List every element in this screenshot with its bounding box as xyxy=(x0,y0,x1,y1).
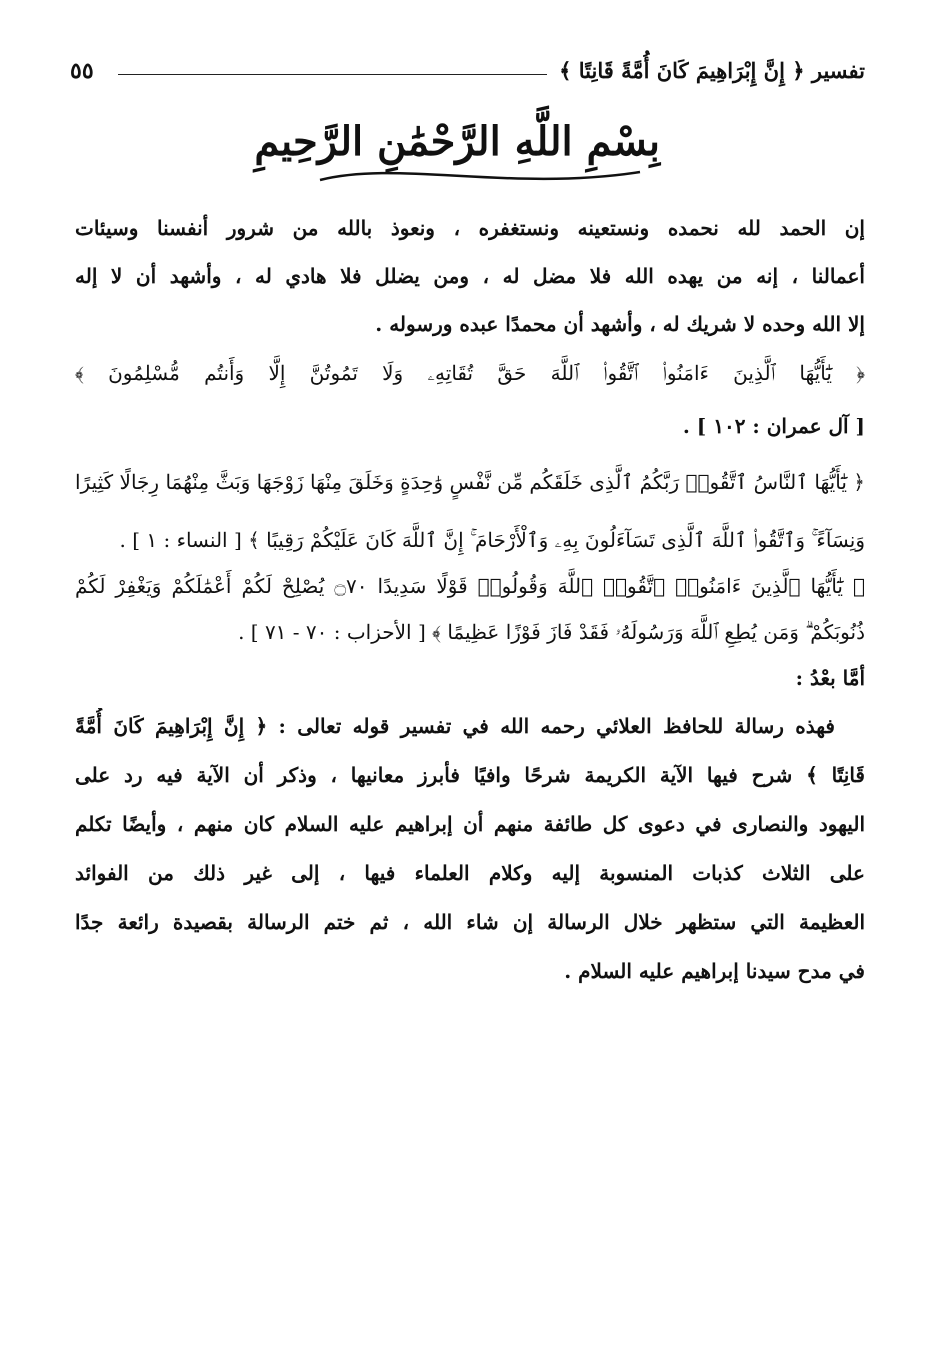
body-line-intro-2: قَانِتًا ﴾ شرح فيها الآية الكريمة شرحًا وافيًا فأبرز معانيها ، وذكر أن الآية فيه رد على xyxy=(75,763,865,787)
verse-al-imran-102: ﴿ يَٰٓأَيُّهَا ٱلَّذِينَ ءَامَنُوا۟ ٱتَّقُوا۟ ٱللَّهَ حَقَّ تُقَاتِهِۦ وَلَا تَمُوتُنَّ إِلَّا وَأَنتُم مُّسْلِمُونَ ﴾ xyxy=(75,361,865,385)
body-line-intro-4: على الثلاث كذبات المنسوبة إليه وكلام العلماء فيها ، إلى غير ذلك من الفوائد xyxy=(75,861,865,885)
body-line-intro-6: في مدح سيدنا إبراهيم عليه السلام . xyxy=(564,959,865,983)
body-line-1: إن الحمد لله نحمده ونستعينه ونستغفره ، ونعوذ بالله من شرور أنفسنا وسيئات xyxy=(75,216,865,240)
verse-ahzab-70-line-2: ذُنُوبَكُمْ ۗ وَمَن يُطِعِ ٱللَّهَ وَرَسُولَهُۥ فَقَدْ فَازَ فَوْزًا عَظِيمًا ﴾ [ الأحزاب : ٧٠ - ٧١ ] . xyxy=(238,620,865,644)
page-number: ٥٥ xyxy=(70,58,94,84)
body-line-2: أعمالنا ، إنه من يهده الله فلا مضل له ، ومن يضلل فلا هادي له ، وأشهد أن لا إله xyxy=(75,264,865,288)
verse-nisa-1-line-2: وَنِسَآءً ۚ وَٱتَّقُوا۟ ٱللَّهَ ٱلَّذِى تَسَآءَلُونَ بِهِۦ وَٱلْأَرْحَامَ ۚ إِنَّ ٱللَّهَ كَانَ عَلَيْكُمْ رَقِيبًا ﴾ [ النساء : ١ ] . xyxy=(119,528,865,552)
basmala-calligraphy: بِسْمِ اللَّهِ الرَّحْمَٰنِ الرَّحِيمِ xyxy=(254,118,660,165)
body-line-intro-3: اليهود والنصارى في دعوى كل طائفة منهم أن إبراهيم عليه السلام كان منهم ، وأيضًا تكلم xyxy=(75,812,865,836)
verse-ahzab-70-line-1: ﴿ يَٰٓأَيُّهَا ٱلَّذِينَ ءَامَنُوا۟ ٱتَّقُوا۟ ٱللَّهَ وَقُولُوا۟ قَوْلًا سَدِيدًا ۝٧٠ يُصْلِحْ لَكُمْ أَعْمَٰلَكُمْ وَيَغْفِرْ لَكُمْ xyxy=(75,574,865,598)
section-heading-amma-bad: أمَّا بعْدُ : xyxy=(795,666,865,690)
verse-reference-al-imran: [ آل عمران : ١٠٢ ] . xyxy=(682,414,865,438)
verse-nisa-1-line-1: ﴿ يَٰٓأَيُّهَا ٱلنَّاسُ ٱتَّقُوا۟ رَبَّكُمُ ٱلَّذِى خَلَقَكُم مِّن نَّفْسٍ وَٰحِدَةٍ وَخَلَقَ مِنْهَا زَوْجَهَا وَبَثَّ مِنْهُمَا رِجَالًا كَثِيرًا xyxy=(75,470,865,494)
body-line-3: إلا الله وحده لا شريك له ، وأشهد أن محمدًا عبده ورسوله . xyxy=(375,312,865,336)
header-rule xyxy=(118,74,547,75)
body-line-intro-5: العظيمة التي ستظهر خلال الرسالة إن شاء الله ، ثم ختم الرسالة بقصيدة رائعة جدًا xyxy=(75,910,865,934)
body-line-intro-1: فهذه رسالة للحافظ العلائي رحمه الله في تفسير قوله تعالى : ﴿ إِنَّ إِبْرَاهِيمَ كَانَ أُمَّةً xyxy=(75,714,835,738)
running-header xyxy=(70,52,865,92)
basmala-swash-ornament xyxy=(310,150,650,190)
running-header-title: تفسير ﴿ إِنَّ إِبْرَاهِيمَ كَانَ أُمَّةً قَانِتًا ﴾ xyxy=(559,58,865,83)
